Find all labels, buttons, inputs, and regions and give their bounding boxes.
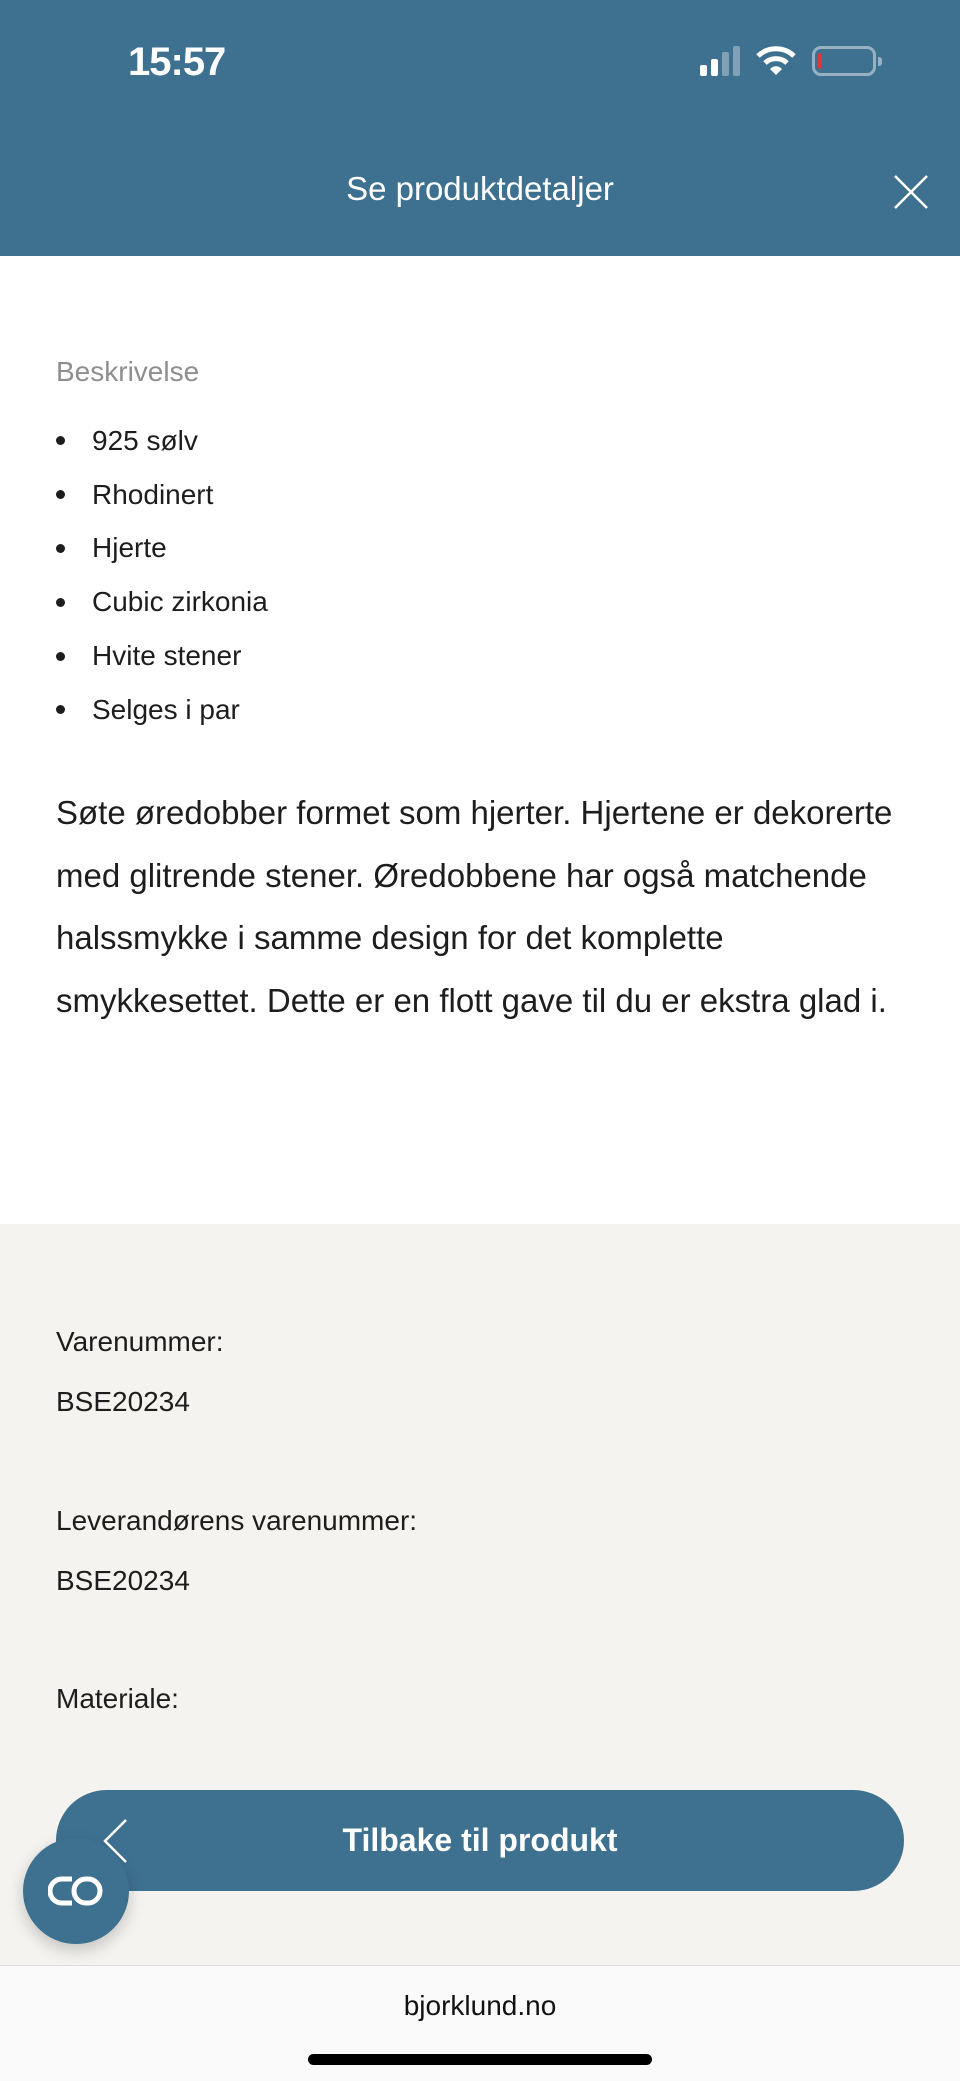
status-time: 15:57 [128,40,226,84]
browser-bar [0,1965,960,2081]
status-icons [700,46,876,76]
item-number-label: Varenummer: [56,1326,224,1357]
signal-icon [700,46,740,76]
back-button-label: Tilbake til produkt [342,1822,618,1858]
material-label: Materiale: [56,1683,179,1714]
wifi-icon [756,46,796,76]
description-text: Søte øredobber formet som hjerter. Hjertene er dekorerte med glitrende stener. Øredobbene har også matchende halssmykke i samme design for det komplette smykkesettet. Dette er en flott gave til du er ekstra glad i. [56,794,893,1019]
page-title: Se produktdetaljer [346,170,614,207]
list-item: Rhodinert [56,468,268,522]
list-item: 925 sølv [56,414,268,468]
list-item: Cubic zirkonia [56,575,268,629]
feature-list [56,414,268,737]
description-label: Beskrivelse [56,356,200,387]
item-number: BSE20234 [56,1386,190,1417]
back-to-product-button[interactable] [56,1790,904,1891]
supplier-number-label: Leverandørens varenummer: [56,1505,418,1536]
chat-icon [48,1875,104,1907]
chat-button[interactable] [23,1838,129,1944]
url-label[interactable]: bjorklund.no [403,1990,557,2021]
supplier-number: BSE20234 [56,1565,190,1596]
list-item: Hvite stener [56,629,268,683]
close-icon[interactable] [893,174,929,210]
home-indicator[interactable] [308,2054,652,2065]
battery-icon [812,46,876,76]
list-item: Hjerte [56,522,268,576]
header [0,0,960,256]
list-item: Selges i par [56,683,268,737]
